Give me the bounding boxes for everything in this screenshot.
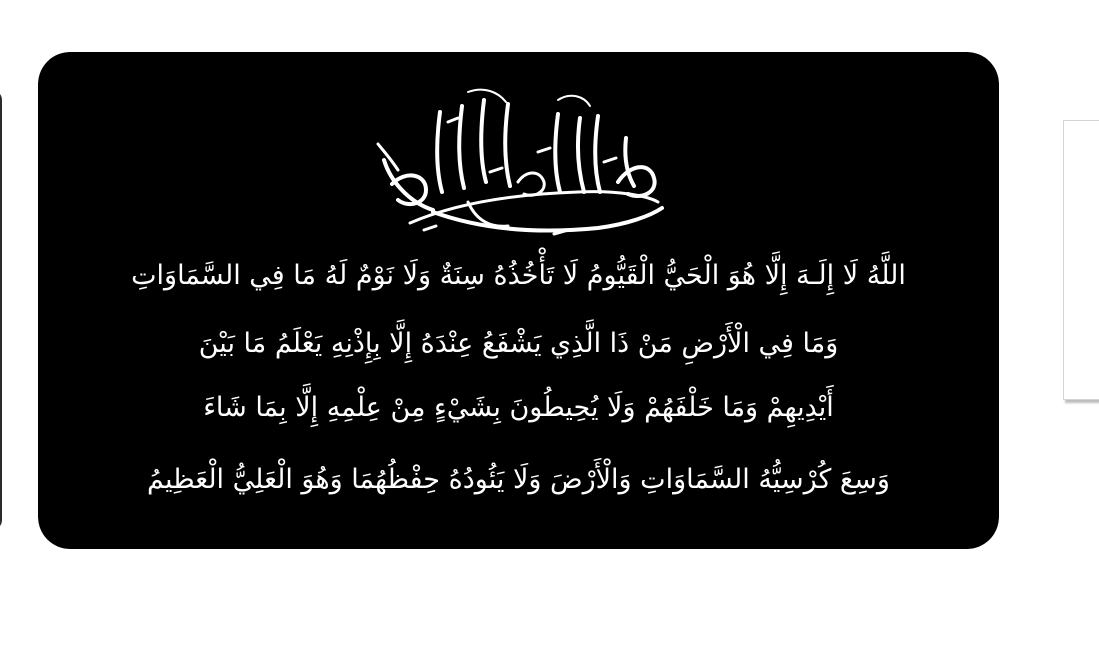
verse-line-2: وَمَا فِي الْأَرْضِ مَنْ ذَا الَّذِي يَشْفَعُ عِنْدَهُ إِلَّا بِإِذْنِهِ يَعْلَمُ مَا بَيْنَ xyxy=(198,328,839,359)
verse-line-4: وَسِعَ كُرْسِيُّهُ السَّمَاوَاتِ وَالْأَرْضَ وَلَا يَئُودُهُ حِفْظُهُمَا وَهُوَ الْعَلِيُّ الْعَظِيمُ xyxy=(147,464,890,495)
verse-line-3: أَيْدِيهِمْ وَمَا خَلْفَهُمْ وَلَا يُحِيطُونَ بِشَيْءٍ مِنْ عِلْمِهِ إِلَّا بِمَا شَاءَ xyxy=(203,392,834,423)
verse-line-1: اللَّهُ لَا إِلَـهَ إِلَّا هُوَ الْحَيُّ الْقَيُّومُ لَا تَأْخُذُهُ سِنَةٌ وَلَا نَوْمٌ لَهُ مَا فِي السَّمَاوَاتِ xyxy=(131,260,906,291)
right-card-edge xyxy=(1063,120,1099,400)
left-panel-edge xyxy=(0,90,2,530)
verse-plaque xyxy=(38,52,999,549)
